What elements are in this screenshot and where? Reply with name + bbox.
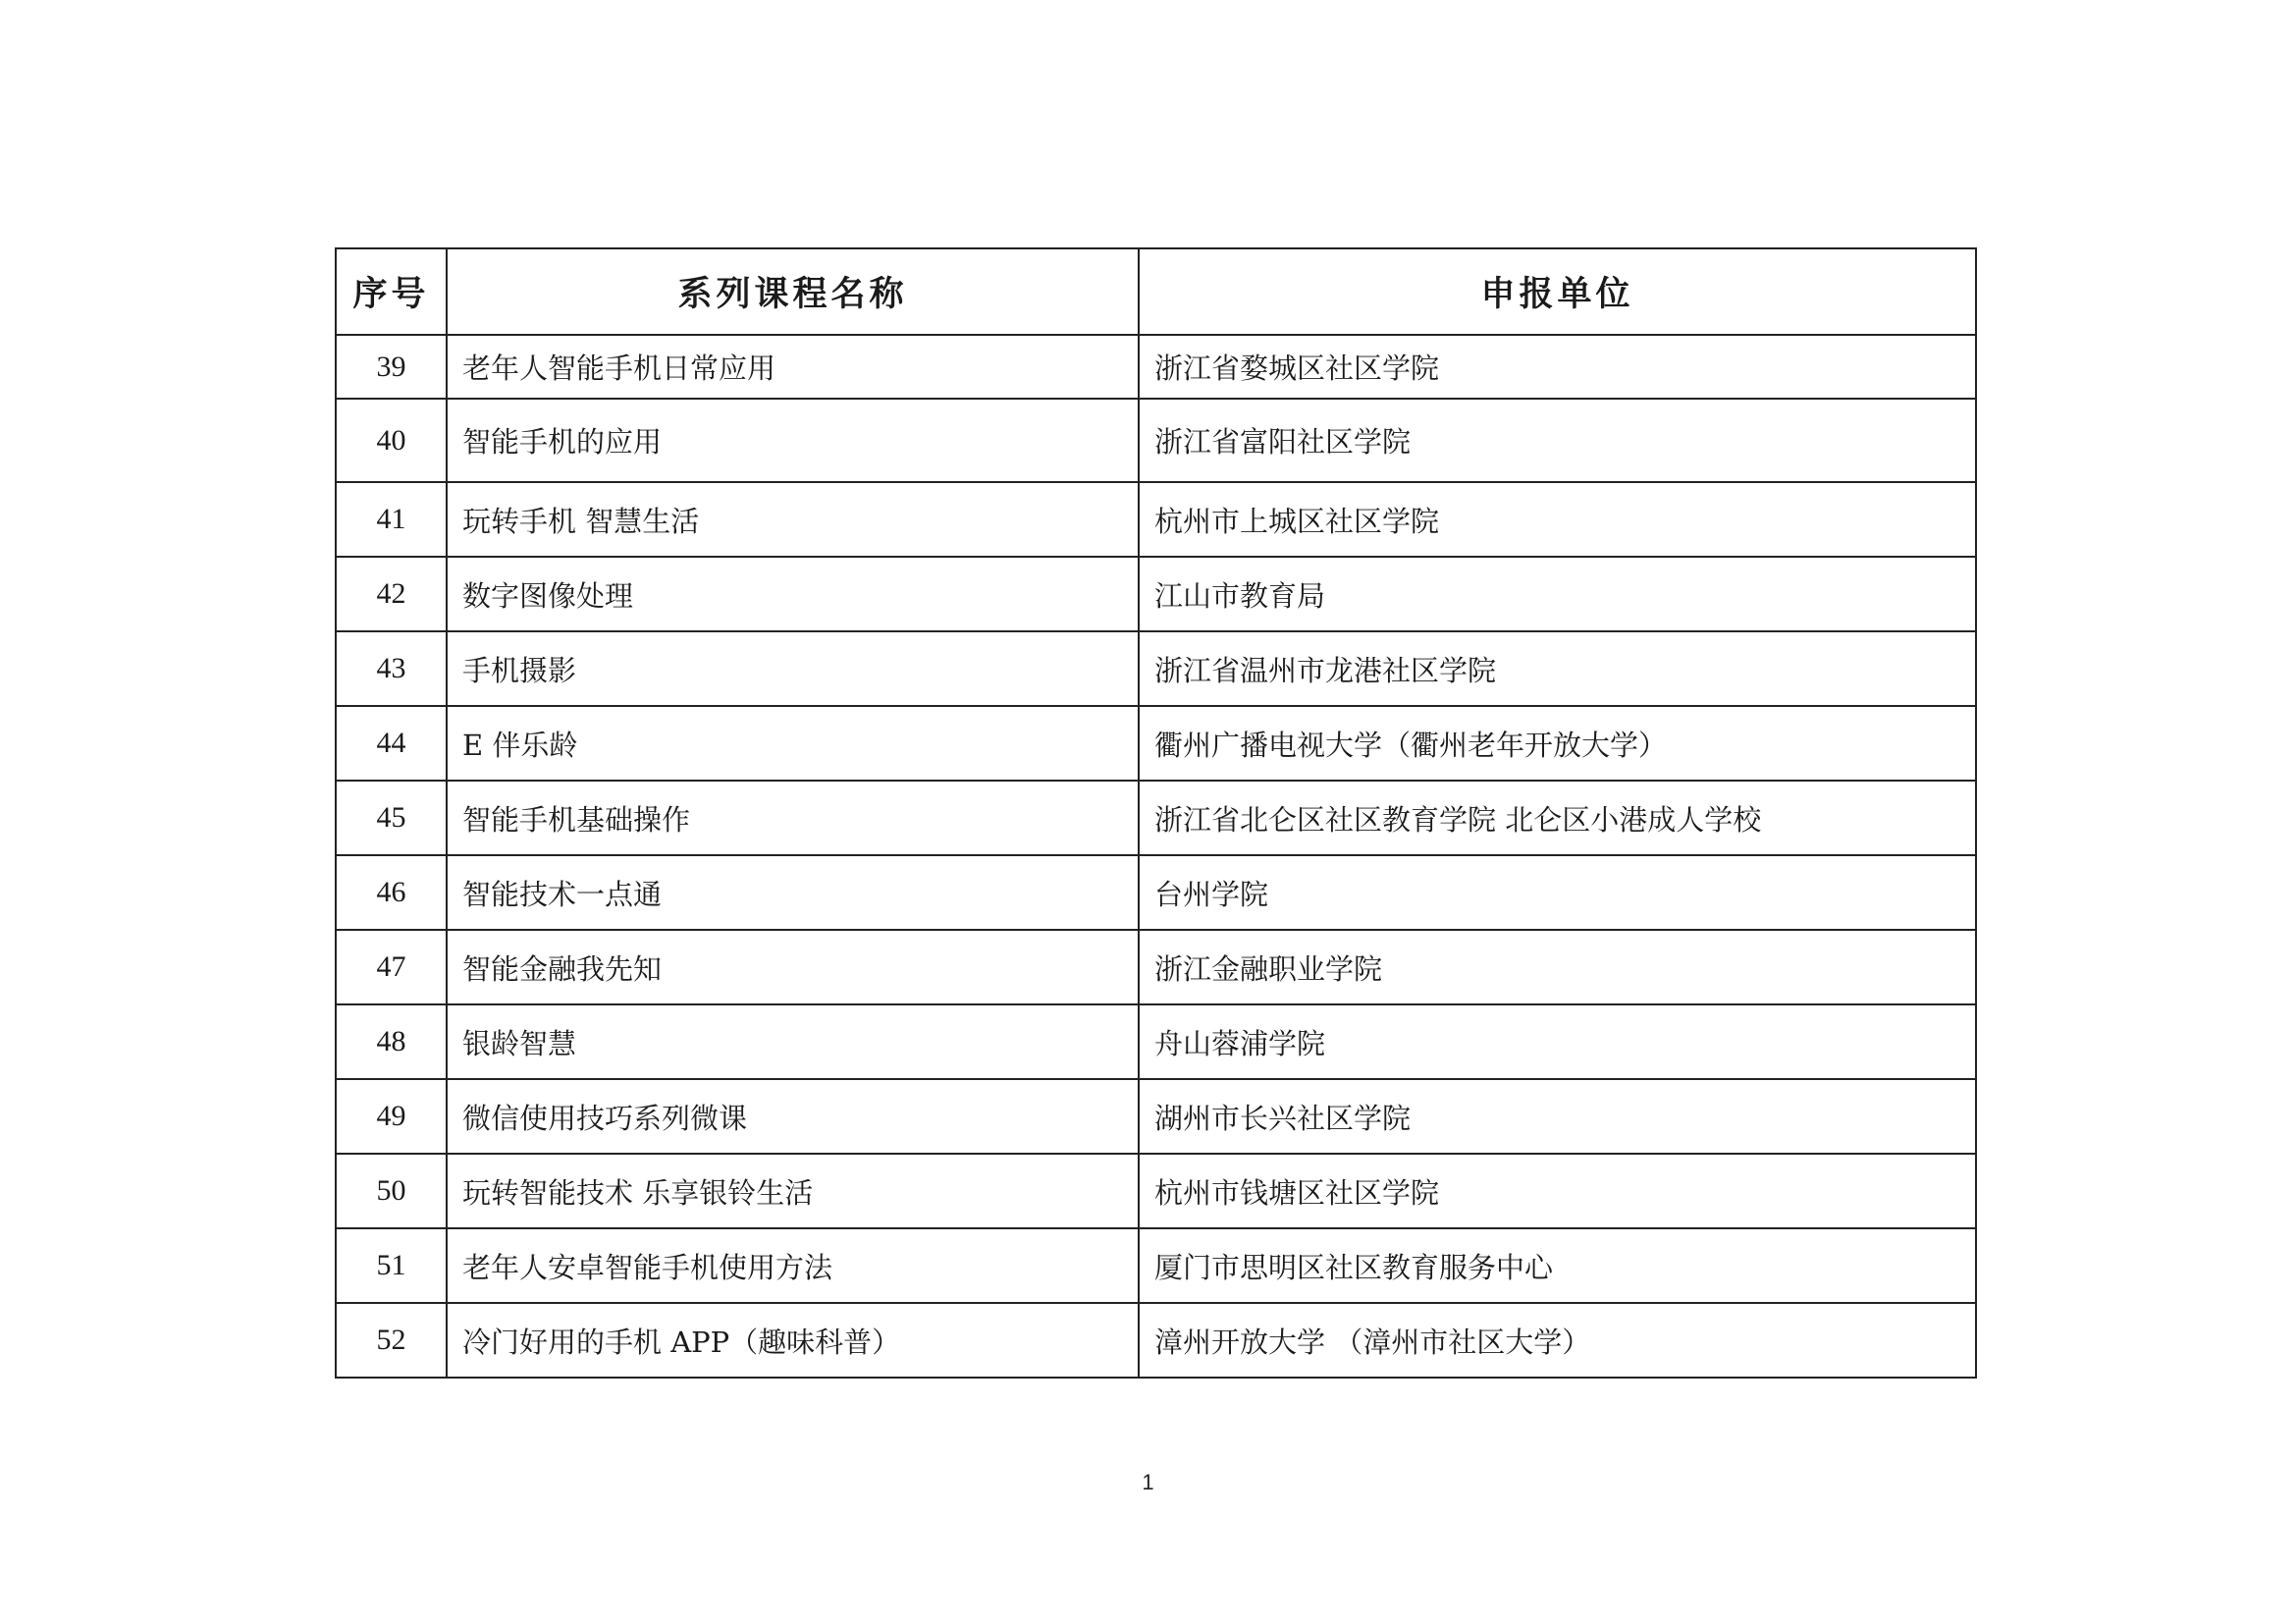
- row-course-name: 玩转手机 智慧生活: [447, 482, 1139, 557]
- row-applicant-unit: 浙江省北仑区社区教育学院 北仑区小港成人学校: [1139, 781, 1976, 855]
- row-index: 39: [336, 335, 447, 399]
- row-applicant-unit: 浙江省婺城区社区学院: [1139, 335, 1976, 399]
- table-row: [336, 1228, 1976, 1303]
- row-index: 52: [336, 1303, 447, 1378]
- header-applicant-unit: 申报单位: [1139, 248, 1976, 335]
- row-index: 41: [336, 482, 447, 557]
- table-row: [336, 1303, 1976, 1378]
- header-index: 序号: [336, 248, 447, 335]
- row-applicant-unit: 浙江金融职业学院: [1139, 930, 1976, 1004]
- row-index: 45: [336, 781, 447, 855]
- row-applicant-unit: 舟山蓉浦学院: [1139, 1004, 1976, 1079]
- table-row: [336, 482, 1976, 557]
- row-applicant-unit: 湖州市长兴社区学院: [1139, 1079, 1976, 1154]
- row-applicant-unit: 江山市教育局: [1139, 557, 1976, 631]
- row-index: 51: [336, 1228, 447, 1303]
- row-index: 44: [336, 706, 447, 781]
- row-course-name: 手机摄影: [447, 631, 1139, 706]
- row-index: 40: [336, 399, 447, 482]
- row-index: 43: [336, 631, 447, 706]
- row-course-name: 冷门好用的手机 APP（趣味科普）: [447, 1303, 1139, 1378]
- row-course-name: 老年人安卓智能手机使用方法: [447, 1228, 1139, 1303]
- row-course-name: 银龄智慧: [447, 1004, 1139, 1079]
- table-row: [336, 557, 1976, 631]
- row-course-name: 老年人智能手机日常应用: [447, 335, 1139, 399]
- table-row: [336, 631, 1976, 706]
- row-applicant-unit: 台州学院: [1139, 855, 1976, 930]
- row-index: 42: [336, 557, 447, 631]
- row-applicant-unit: 杭州市钱塘区社区学院: [1139, 1154, 1976, 1228]
- row-course-name: 智能手机的应用: [447, 399, 1139, 482]
- row-index: 50: [336, 1154, 447, 1228]
- row-course-name: 智能手机基础操作: [447, 781, 1139, 855]
- row-index: 47: [336, 930, 447, 1004]
- header-course-name: 系列课程名称: [447, 248, 1139, 335]
- course-table: [335, 247, 1977, 1379]
- table-row: [336, 399, 1976, 482]
- table-row: [336, 855, 1976, 930]
- row-course-name: 微信使用技巧系列微课: [447, 1079, 1139, 1154]
- row-applicant-unit: 厦门市思明区社区教育服务中心: [1139, 1228, 1976, 1303]
- table-row: [336, 706, 1976, 781]
- table-row: [336, 930, 1976, 1004]
- table-header: [336, 248, 1976, 335]
- page-number: 1: [1142, 1470, 1154, 1494]
- row-course-name: 数字图像处理: [447, 557, 1139, 631]
- row-applicant-unit: 浙江省富阳社区学院: [1139, 399, 1976, 482]
- table-row: [336, 1079, 1976, 1154]
- row-course-name: 智能金融我先知: [447, 930, 1139, 1004]
- row-applicant-unit: 杭州市上城区社区学院: [1139, 482, 1976, 557]
- row-index: 46: [336, 855, 447, 930]
- row-course-name: 玩转智能技术 乐享银铃生活: [447, 1154, 1139, 1228]
- table-row: [336, 1004, 1976, 1079]
- row-applicant-unit: 衢州广播电视大学（衢州老年开放大学）: [1139, 706, 1976, 781]
- row-course-name: 智能技术一点通: [447, 855, 1139, 930]
- header-row: [336, 248, 1976, 335]
- row-applicant-unit: 漳州开放大学 （漳州市社区大学）: [1139, 1303, 1976, 1378]
- table-row: [336, 335, 1976, 399]
- row-index: 48: [336, 1004, 447, 1079]
- row-course-name: E 伴乐龄: [447, 706, 1139, 781]
- row-applicant-unit: 浙江省温州市龙港社区学院: [1139, 631, 1976, 706]
- table-row: [336, 781, 1976, 855]
- row-index: 49: [336, 1079, 447, 1154]
- table-row: [336, 1154, 1976, 1228]
- table-body: [336, 335, 1976, 1378]
